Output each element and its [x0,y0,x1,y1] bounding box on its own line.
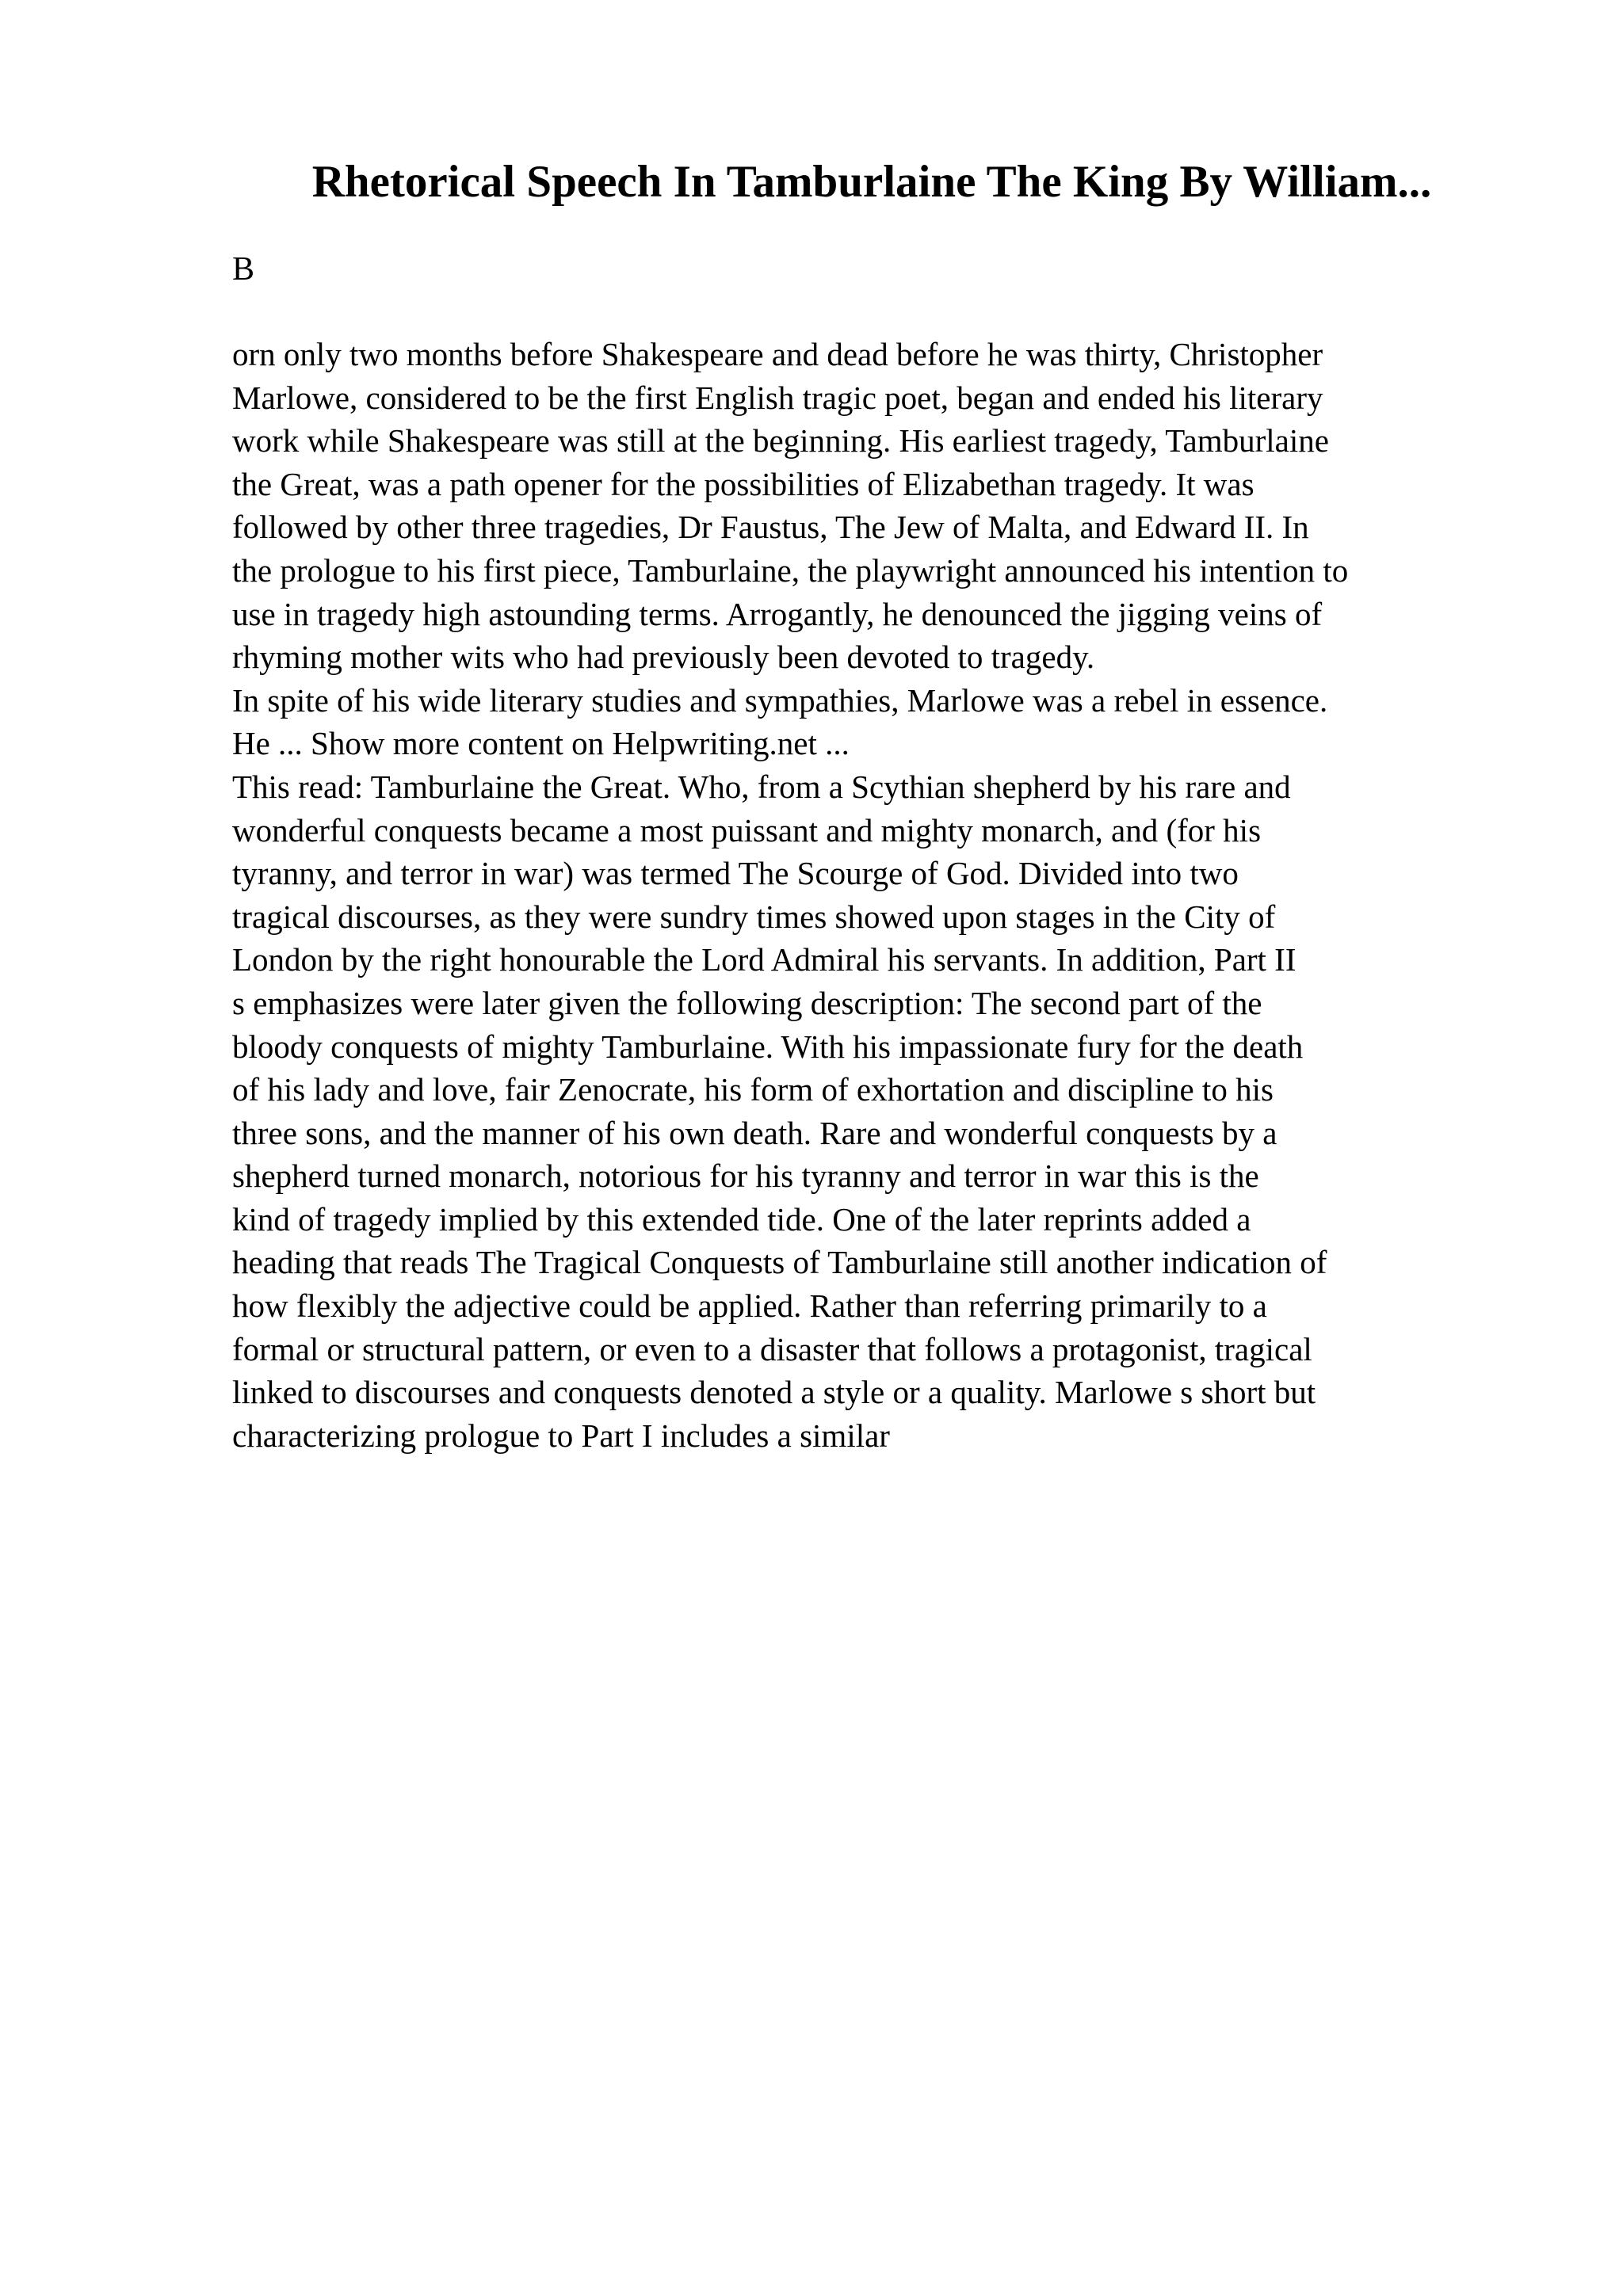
body-line: In spite of his wide literary studies and sympathies, Marlowe was a rebel in essence. [232,681,1328,719]
drop-cap-letter: B [232,251,255,288]
body-line: s emphasizes were later given the following description: The second part of the [232,984,1262,1021]
body-line: use in tragedy high astounding terms. Arrogantly, he denounced the jigging veins of [232,595,1323,632]
body-line: linked to discourses and conquests denoted a style or a quality. Marlowe s short but [232,1374,1316,1411]
body-line: tyranny, and terror in war) was termed The Scourge of God. Divided into two [232,855,1239,892]
body-line: work while Shakespeare was still at the beginning. His earliest tragedy, Tamburlaine [232,422,1329,460]
body-line: orn only two months before Shakespeare and dead before he was thirty, Christopher [232,336,1323,372]
body-line: shepherd turned monarch, notorious for his tyranny and terror in war this is the [232,1158,1259,1195]
body-line: formal or structural pattern, or even to a disaster that follows a protagonist, tragical [232,1330,1312,1367]
body-line: characterizing prologue to Part I includes a similar [232,1417,890,1454]
body-line: the Great, was a path opener for the possibilities of Elizabethan tragedy. It was [232,465,1254,502]
body-line: heading that reads The Tragical Conquests of Tamburlaine still another indication of [232,1244,1327,1281]
body-line: tragical discourses, as they were sundry times showed upon stages in the City of [232,898,1276,935]
body-line: how flexibly the adjective could be applied. Rather than referring primarily to a [232,1287,1267,1325]
body-line: followed by other three tragedies, Dr Faustus, The Jew of Malta, and Edward II. In [232,509,1309,546]
body-line: wonderful conquests became a most puissant and mighty monarch, and (for his [232,811,1262,849]
body-line: rhyming mother wits who had previously been devoted to tragedy. [232,639,1095,676]
body-line: of his lady and love, fair Zenocrate, his form of exhortation and discipline to his [232,1071,1274,1108]
body-line: He ... Show more content on Helpwriting.net ... [232,725,850,762]
document-title: Rhetorical Speech In Tamburlaine The King By William... [311,157,1432,207]
body-line: London by the right honourable the Lord Admiral his servants. In addition, Part II [232,941,1296,978]
body-line: three sons, and the manner of his own death. Rare and wonderful conquests by a [232,1114,1277,1151]
body-line: bloody conquests of mighty Tamburlaine. With his impassionate fury for the death [232,1028,1304,1065]
body-line: Marlowe, considered to be the first English tragic poet, began and ended his literary [232,379,1323,416]
body-line: This read: Tamburlaine the Great. Who, from a Scythian shepherd by his rare and [232,768,1291,805]
body-line: kind of tragedy implied by this extended tide. One of the later reprints added a [232,1200,1251,1238]
body-text [232,333,1532,1457]
body-line: the prologue to his first piece, Tamburlaine, the playwright announced his intention to [232,551,1349,589]
